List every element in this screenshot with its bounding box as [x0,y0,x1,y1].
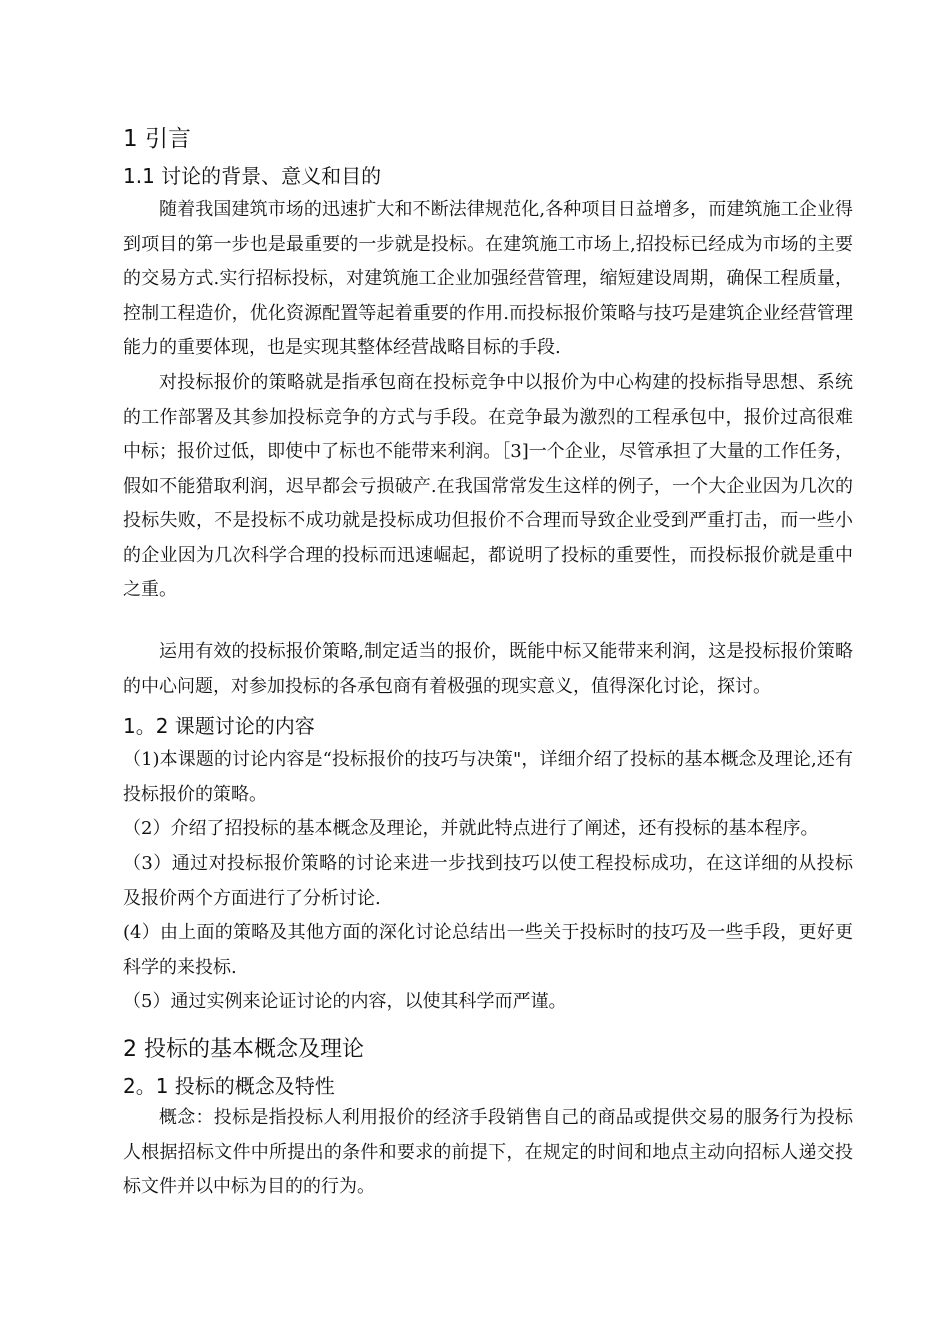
section-1-1-heading: 1.1 讨论的背景、意义和目的 [123,164,382,188]
section-1-heading: 1 引言 [123,126,191,152]
list-item: (4）由上面的策略及其他方面的深化讨论总结出一些关于投标时的技巧及一些手段，更好更科学的来投标. [123,922,853,978]
list-item: （1)本课题的讨论内容是“投标报价的技巧与决策"，详细介绍了投标的基本概念及理论,还有投标报价的策略。 [123,749,853,805]
list-item: （5）通过实例来论证讨论的内容，以使其科学而严谨。 [123,991,567,1012]
paragraph-significance: 运用有效的投标报价策略,制定适当的报价，既能中标又能带来利润，这是投标报价策略的中心问题，对参加投标的各承包商有着极强的现实意义，值得深化讨论，探讨。 [123,641,853,697]
list-item: （2）介绍了招投标的基本概念及理论，并就此特点进行了阐述，还有投标的基本程序。 [123,818,819,839]
paragraph-strategy: 对投标报价的策略就是指承包商在投标竞争中以报价为中心构建的投标指导思想、系统的工作部署及其参加投标竞争的方式与手段。在竞争最为激烈的工程承包中，报价过高很难中标；报价过低，即使中了标也不能带来利润。［3]一个企业，尽管承担了大量的工作任务，假如不能猎取利润，迟早都会亏损破产.在我国常常发生这样的例子，一个大企业因为几次的投标失败，不是投标不成功就是投标成功但报价不合理而导致企业受到严重打击，而一些小的企业因为几次科学合理的投标而迅速崛起，都说明了投标的重要性，而投标报价就是重中之重。 [123,372,853,600]
section-2-heading: 2 投标的基本概念及理论 [123,1037,364,1062]
paragraph-background: 随着我国建筑市场的迅速扩大和不断法律规范化,各种项目日益增多，而建筑施工企业得到项目的第一步也是最重要的一步就是投标。在建筑施工市场上,招投标已经成为市场的主要的交易方式.实行招标投标，对建筑施工企业加强经营管理，缩短建设周期，确保工程质量，控制工程造价，优化资源配置等起着重要的作用.而投标报价策略与技巧是建筑企业经营管理能力的重要体现，也是实现其整体经营战略目标的手段. [123,199,853,358]
section-1-2-heading: 1。2 课题讨论的内容 [123,714,315,738]
paragraph-concept: 概念：投标是指投标人利用报价的经济手段销售自己的商品或提供交易的服务行为投标人根据招标文件中所提出的条件和要求的前提下，在规定的时间和地点主动向招标人递交投标文件并以中标为目的的行为。 [123,1107,853,1197]
list-item: （3）通过对投标报价策略的讨论来进一步找到技巧以使工程投标成功，在这详细的从投标及报价两个方面进行了分析讨论. [123,853,853,909]
section-2-1-heading: 2。1 投标的概念及特性 [123,1074,335,1098]
